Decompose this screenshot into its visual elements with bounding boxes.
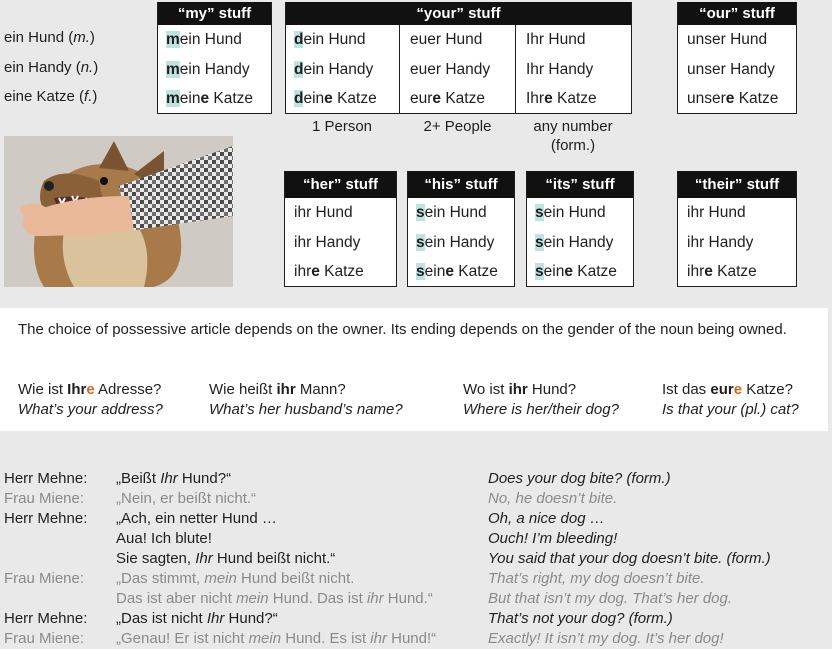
dialogue-speaker: Herr Mehne:: [4, 470, 88, 487]
their-cell-hund: ihr Hund: [687, 204, 746, 221]
dialogue-speaker: Frau Miene:: [4, 490, 85, 507]
dialogue-english: Ouch! I’m bleeding!: [488, 530, 618, 547]
dialogue-english: But that isn’t my dog. That’s her dog.: [488, 590, 733, 607]
our-stuff-box: [677, 2, 797, 114]
her-stuff-header: “her” stuff: [285, 171, 396, 198]
example-3: Wo ist ihr Hund? Where is her/their dog?: [463, 381, 619, 418]
dialogue-speaker: Frau Miene:: [4, 630, 85, 647]
her-stuff-box: [284, 171, 397, 287]
your-cell-ihr-handy: Ihr Handy: [526, 60, 594, 78]
my-stuff-box: [157, 2, 272, 114]
our-cell-hund: unser Hund: [687, 31, 768, 48]
dialogue-speaker: Frau Miene:: [4, 570, 85, 587]
their-cell-handy: ihr Handy: [687, 233, 754, 251]
explanation-text: The choice of possessive article depends on the owner. Its ending depends on the gender of the noun being owned.: [18, 321, 787, 338]
dog-bite-photo: [4, 136, 233, 287]
dialogue-english: Exactly! It isn’t my dog. It’s her dog!: [488, 630, 724, 647]
their-cell-katze: ihre Katze: [687, 263, 757, 280]
dialogue-english: That’s not your dog? (form.): [488, 610, 673, 627]
its-cell-handy: sein Handy: [535, 233, 614, 251]
your-cell-deine-katze: deine Katze: [294, 90, 377, 107]
your-cell-dein-handy: dein Handy: [294, 60, 374, 78]
her-cell-handy: ihr Handy: [294, 233, 361, 251]
your-cell-ihre-katze: Ihre Katze: [526, 90, 597, 107]
your-cell-eure-katze: eure Katze: [410, 90, 485, 107]
your-cell-dein-hund: dein Hund: [294, 31, 366, 48]
dialogue-english: No, he doesn’t bite.: [488, 490, 618, 507]
his-cell-hund: sein Hund: [416, 204, 487, 221]
caption-2-people: 2+ People: [423, 118, 492, 135]
our-cell-handy: unser Handy: [687, 60, 775, 78]
your-cell-ihr-hund: Ihr Hund: [526, 31, 586, 48]
dialogue-german: „Beißt Ihr Hund?“: [116, 470, 232, 487]
my-cell-handy: mein Handy: [166, 60, 250, 78]
caption-any-number: any number (form.): [533, 118, 613, 154]
dialogue-german: „Nein, er beißt nicht.“: [116, 490, 257, 507]
its-cell-katze: seine Katze: [535, 263, 617, 280]
its-stuff-header: “its” stuff: [527, 171, 633, 198]
dialogue-german: „Das ist nicht Ihr Hund?“: [116, 610, 278, 627]
dialogue-german: Aua! Ich blute!: [116, 530, 212, 547]
caption-1-person: 1 Person: [311, 118, 373, 135]
its-stuff-box: [526, 171, 634, 287]
your-cell-euer-handy: euer Handy: [410, 60, 491, 78]
your-cell-euer-hund: euer Hund: [410, 31, 483, 48]
example-2: Wie heißt ihr Mann? What’s her husband’s name?: [209, 381, 403, 418]
dialogue-speaker: Herr Mehne:: [4, 510, 88, 527]
his-stuff-box: [407, 171, 515, 287]
dialogue-speaker: Herr Mehne:: [4, 610, 88, 627]
our-stuff-header: “our” stuff: [678, 2, 796, 25]
my-cell-katze: meine Katze: [166, 90, 254, 107]
row-label-handy: ein Handy (n.): [4, 59, 99, 76]
your-stuff-box: [285, 2, 632, 114]
her-cell-katze: ihre Katze: [294, 263, 364, 280]
dog-bite-illustration: [4, 136, 233, 287]
row-label-katze: eine Katze (f.): [4, 88, 98, 105]
your-stuff-header: “your” stuff: [286, 2, 631, 25]
his-stuff-header: “his” stuff: [408, 171, 514, 198]
example-1: Wie ist Ihre Adresse? What’s your address?: [18, 381, 163, 418]
my-stuff-header: “my” stuff: [158, 2, 271, 25]
row-label-hund: ein Hund (m.): [4, 29, 95, 46]
dialogue-german: „Ach, ein netter Hund …: [116, 510, 277, 527]
her-cell-hund: ihr Hund: [294, 204, 353, 221]
their-stuff-box: [677, 171, 797, 287]
dialogue-german: Sie sagten, Ihr Hund beißt nicht.“: [116, 550, 336, 567]
dialogue-english: That’s right, my dog doesn’t bite.: [488, 570, 705, 587]
our-cell-katze: unsere Katze: [687, 90, 779, 107]
their-stuff-header: “their” stuff: [678, 171, 796, 198]
his-cell-katze: seine Katze: [416, 263, 498, 280]
dialogue-german: „Das stimmt, mein Hund beißt nicht.: [116, 570, 355, 587]
dialogue-english: You said that your dog doesn’t bite. (form.): [488, 550, 771, 567]
explanation-panel: [0, 308, 828, 431]
dialogue-english: Does your dog bite? (form.): [488, 470, 671, 487]
his-cell-handy: sein Handy: [416, 233, 495, 251]
example-4: Ist das eure Katze? Is that your (pl.) cat?: [662, 381, 799, 418]
its-cell-hund: sein Hund: [535, 204, 606, 221]
dialogue-german: Das ist aber nicht mein Hund. Das ist ihr Hund.“: [116, 590, 433, 607]
dialogue-english: Oh, a nice dog …: [488, 510, 605, 527]
dialogue-german: „Genau! Er ist nicht mein Hund. Es ist ihr Hund!“: [116, 630, 437, 647]
my-cell-hund: mein Hund: [166, 31, 242, 48]
